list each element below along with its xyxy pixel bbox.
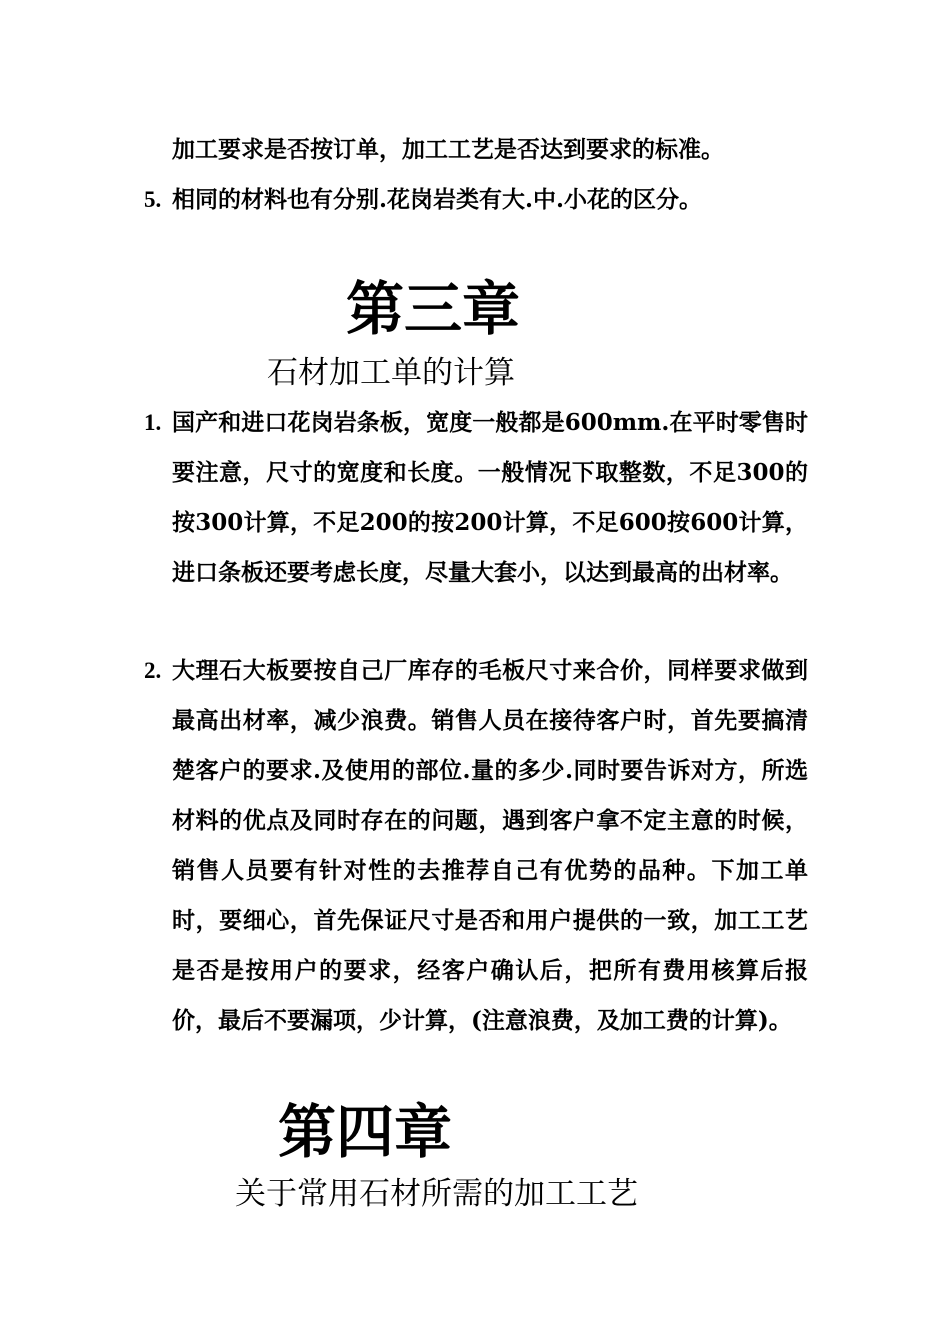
chapter-four-subtitle: 关于常用石材所需的加工工艺 [235, 1176, 638, 1212]
list-item-number-5: 5. [144, 187, 162, 212]
list-item-text-1: 国产和进口花岗岩条板，宽度一般都是600mm.在平时零售时要注意，尺寸的宽度和长度。一般情况下取整数，不足300的按300计算，不足200的按200计算，不足600按600计算，进口条板还要考虑长度，尽量大套小，以达到最高的出材率。 [172, 409, 808, 586]
chapter-four-heading: 第四章 [278, 1098, 453, 1166]
list-item-number-2: 2. [144, 658, 162, 683]
list-item-text-5: 相同的材料也有分别.花岗岩类有大.中.小花的区分。 [172, 186, 703, 213]
chapter-three-heading: 第三章 [346, 275, 521, 343]
chapter-three-subtitle: 石材加工单的计算 [267, 355, 515, 391]
list-item-text-2: 大理石大板要按自己厂库存的毛板尺寸来合价，同样要求做到最高出材率，减少浪费。销售人员在接待客户时，首先要搞清楚客户的要求.及使用的部位.量的多少.同时要告诉对方，所选材料的优点及同时存在的问题，遇到客户拿不定主意的时候，销售人员要有针对性的去推荐自己有优势的品种。下加工单时，要细心，首先保证尺寸是否和用户提供的一致，加工工艺是否是按用户的要求，经客户确认后，把所有费用核算后报价，最后不要漏项，少计算，(注意浪费，及加工费的计算)。 [172, 657, 808, 1034]
continuation-paragraph: 加工要求是否按订单，加工工艺是否达到要求的标准。 [172, 136, 724, 163]
list-item-number-1: 1. [144, 410, 162, 435]
